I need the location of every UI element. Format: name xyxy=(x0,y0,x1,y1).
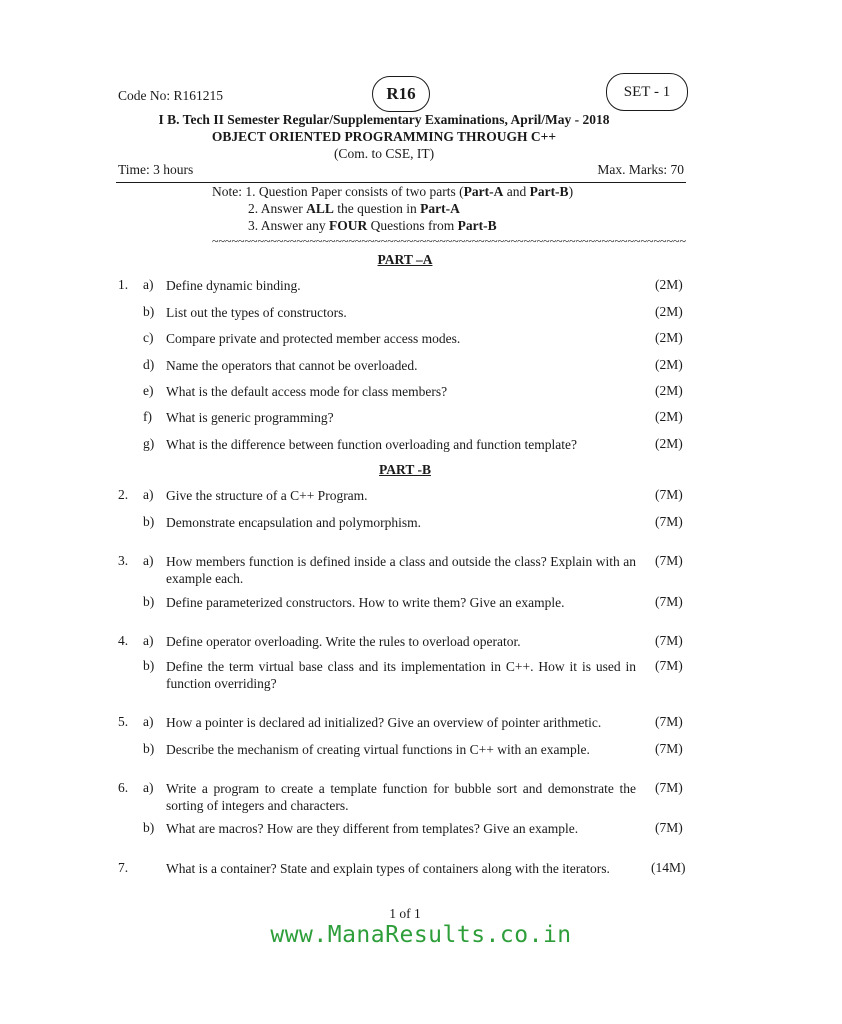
sub-label: a) xyxy=(143,780,154,795)
question-marks: (2M) xyxy=(655,436,683,451)
question-marks: (7M) xyxy=(655,780,683,795)
sub-label: a) xyxy=(143,553,154,568)
question-text: What is the difference between function overloading and function template? xyxy=(166,437,577,452)
question-marks: (7M) xyxy=(655,714,683,729)
question-text: Demonstrate encapsulation and polymorphism. xyxy=(166,515,421,530)
code-number: Code No: R161215 xyxy=(118,88,224,103)
question-text: Write a program to create a template function for bubble sort and demonstrate the sorting of integers and characters. xyxy=(166,781,636,813)
question-text: What is the default access mode for class members? xyxy=(166,384,448,399)
question-text: Describe the mechanism of creating virtual functions in C++ with an example. xyxy=(166,742,590,757)
sub-label: b) xyxy=(143,741,155,756)
question-number: 4. xyxy=(118,633,129,648)
question-marks: (7M) xyxy=(655,741,683,756)
sub-label: a) xyxy=(143,633,154,648)
sub-label: c) xyxy=(143,330,154,345)
set-badge: SET - 1 xyxy=(606,73,688,111)
sub-label: a) xyxy=(143,714,154,729)
note-line-3: 3. Answer any FOUR Questions from Part-B xyxy=(248,218,497,233)
question-number: 2. xyxy=(118,487,129,502)
sub-label: a) xyxy=(143,487,154,502)
question-marks: (2M) xyxy=(655,383,683,398)
question-text: List out the types of constructors. xyxy=(166,305,347,320)
question-text: Give the structure of a C++ Program. xyxy=(166,488,368,503)
question-marks: (7M) xyxy=(655,594,683,609)
note-line-1: Note: 1. Question Paper consists of two parts (Part-A and Part-B) xyxy=(212,184,574,199)
sub-label: e) xyxy=(143,383,154,398)
sub-label: d) xyxy=(143,357,155,372)
branches: (Com. to CSE, IT) xyxy=(333,146,435,161)
sub-label: g) xyxy=(143,436,155,451)
question-number: 3. xyxy=(118,553,129,568)
question-marks: (7M) xyxy=(655,633,683,648)
question-text: What are macros? How are they different from templates? Give an example. xyxy=(166,821,579,836)
question-marks: (2M) xyxy=(655,304,683,319)
question-text: Define the term virtual base class and its implementation in C++. How it is used in function overriding? xyxy=(166,659,636,691)
sub-label: f) xyxy=(143,409,152,424)
sub-label: b) xyxy=(143,514,155,529)
question-marks: (7M) xyxy=(655,820,683,835)
note-line-2: 2. Answer ALL the question in Part-A xyxy=(248,201,460,216)
sub-label: b) xyxy=(143,658,155,673)
question-marks: (2M) xyxy=(655,409,683,424)
question-text: Define parameterized constructors. How to write them? Give an example. xyxy=(166,595,565,610)
question-number: 7. xyxy=(118,860,129,875)
question-number: 1. xyxy=(118,277,129,292)
watermark: www.ManaResults.co.in xyxy=(270,922,572,948)
question-text: Compare private and protected member access modes. xyxy=(166,331,461,346)
question-text: How a pointer is declared ad initialized? Give an overview of pointer arithmetic. xyxy=(166,715,602,730)
question-marks: (2M) xyxy=(655,357,683,372)
part-b-heading: PART -B xyxy=(379,462,431,477)
sub-label: b) xyxy=(143,594,155,609)
regulation-badge: R16 xyxy=(372,76,430,112)
question-text: What is a container? State and explain types of containers along with the iterators. xyxy=(166,861,610,876)
question-marks: (7M) xyxy=(655,514,683,529)
question-number: 5. xyxy=(118,714,129,729)
part-a-heading: PART –A xyxy=(377,252,433,267)
question-marks: (14M) xyxy=(651,860,686,875)
sub-label: a) xyxy=(143,277,154,292)
question-marks: (2M) xyxy=(655,330,683,345)
question-text: Name the operators that cannot be overloaded. xyxy=(166,358,418,373)
page-number: 1 of 1 xyxy=(389,906,421,921)
question-marks: (7M) xyxy=(655,553,683,568)
question-text: How members function is defined inside a class and outside the class? Explain with an example each. xyxy=(166,554,636,586)
question-text: Define dynamic binding. xyxy=(166,278,301,293)
question-text: What is generic programming? xyxy=(166,410,334,425)
sub-label: b) xyxy=(143,304,155,319)
sub-label: b) xyxy=(143,820,155,835)
subject-title: OBJECT ORIENTED PROGRAMMING THROUGH C++ xyxy=(211,129,557,144)
separator: ~~~~~~~~~~~~~~~~~~~~~~~~~~~~~~~~~~~~~~~~~~~~~~~~~~~~~~~~~~~~~~~~~~~~~~~~~ xyxy=(212,234,686,248)
question-marks: (7M) xyxy=(655,487,683,502)
max-marks: Max. Marks: 70 xyxy=(597,162,684,177)
question-marks: (7M) xyxy=(655,658,683,673)
question-text: Define operator overloading. Write the rules to overload operator. xyxy=(166,634,521,649)
header-divider xyxy=(116,182,686,183)
question-number: 6. xyxy=(118,780,129,795)
question-marks: (2M) xyxy=(655,277,683,292)
exam-time: Time: 3 hours xyxy=(118,162,194,177)
exam-title: I B. Tech II Semester Regular/Supplementary Examinations, April/May - 2018 xyxy=(158,112,610,127)
